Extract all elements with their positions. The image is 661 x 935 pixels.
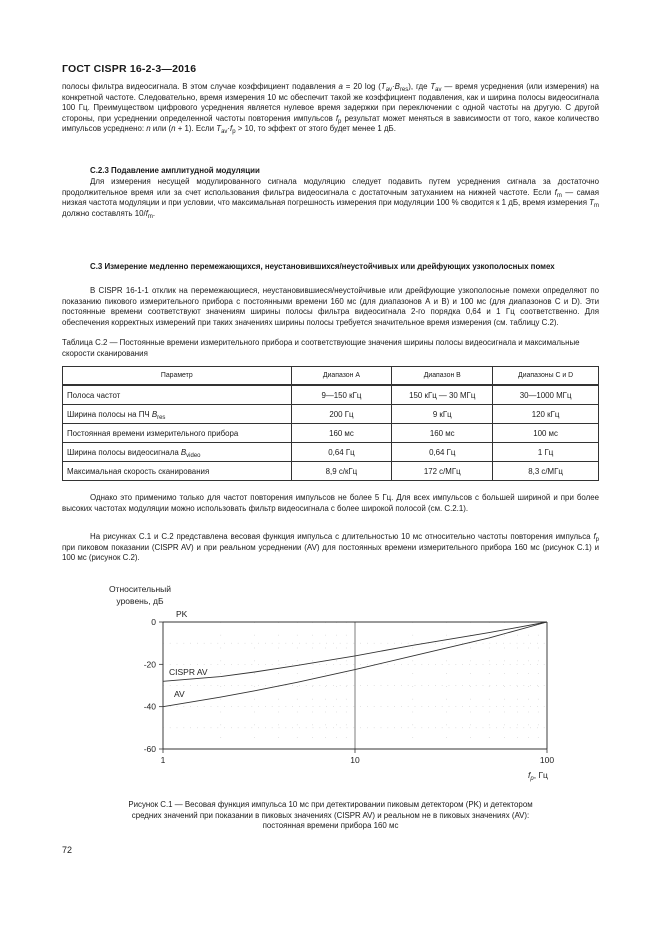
table-cell: Полоса частот bbox=[63, 385, 292, 405]
table-header-cell: Диапазон В bbox=[392, 367, 493, 386]
table-cell: 9 кГц bbox=[392, 405, 493, 424]
chart-axes bbox=[159, 622, 547, 753]
table-caption: Таблица С.2 — Постоянные времени измерительного прибора и соответствующие значения ширины полосы видеосигнала и максимальные скорости сканирования bbox=[62, 338, 580, 358]
paragraph-1: полосы фильтра видеосигнала. В этом случае коэффициент подавления a = 20 $\log (T_{av}\cdot B_{res})$, где $T_{av}$ — время усреднения (или измерения) на конкретной частоте. Следовательно, время измерения 10 мс обеспечит такой же коэффициент подавления, как и ширина полосы видеосигнала 100 Гц. Преимуществом цифрового усреднения является нулевое время задержки при переключении с одной частоты на другую. С другой стороны, при усреднении определенной частоты повторения импульсов $f_p$ результат может меняться в зависимости от того, какое количество импульсов усреднено: n или (n + 1). Если $T_{av}\cdot f_p > 10$, то эффект от этого будет менее 1 дБ. bbox=[62, 82, 600, 135]
x-tick-label: 1 bbox=[160, 755, 166, 765]
table-header-cell: Диапазон А bbox=[291, 367, 392, 386]
figure-caption-line: средних значений при показании в пиковых значениях (CISPR AV) и реальном не в пиковых значениях (AV): bbox=[131, 810, 530, 820]
y-axis-label: Относительный bbox=[108, 584, 172, 594]
y-tick-label: -60 bbox=[143, 744, 156, 754]
y-tick-label: -40 bbox=[143, 701, 156, 712]
table-cell: 1 Гц bbox=[493, 443, 599, 462]
chart-labels bbox=[109, 584, 554, 782]
table-cell: 30—1000 МГц bbox=[493, 385, 599, 405]
series-label-av: AV bbox=[174, 689, 185, 699]
x-tick-label: 100 bbox=[539, 755, 555, 765]
table-cell: 120 кГц bbox=[493, 405, 599, 424]
table-cell: 150 кГц — 30 МГц bbox=[392, 385, 493, 405]
figure-caption-line: Рисунок С.1 — Весовая функция импульса 10 мс при детектировании пиковым детектором (PK) и детектором bbox=[128, 800, 533, 809]
table-cell: Ширина полосы на ПЧ $B_{res}$ bbox=[63, 405, 292, 424]
table-cell: 160 мс bbox=[291, 424, 392, 443]
table-cell: 172 с/МГц bbox=[392, 462, 493, 481]
table-cell: 0,64 Гц bbox=[291, 443, 392, 462]
paragraph-3: В CISPR 16-1-1 отклик на перемежающиеся, неустановившиеся/неустойчивые или дрейфующие узкополосные помехи определяют по показанию пикового измерительного прибора с постоянными времени 160 мс (для диапазонов А и В) и 100 мс (для диапазонов С и D). Эти постоянные времени соответствуют значениям ширины полосы фильтра видеосигнала 2-го порядка 0,64 и 1 Гц соответственно. Для обеспечения корректных измерений при таких значениях ширины полосы требуется значительное время измерения (см. таблицу С.2). bbox=[62, 286, 599, 327]
chart-grid bbox=[163, 622, 547, 749]
y-tick-label: -20 bbox=[143, 659, 156, 670]
figure-caption bbox=[62, 800, 599, 832]
document-header: ГОСТ CISPR 16-2-3—2016 bbox=[62, 63, 197, 75]
table-cell: 8,9 с/кГц bbox=[291, 462, 392, 481]
table-cell: 160 мс bbox=[392, 424, 493, 443]
series-label-pk: PK bbox=[176, 609, 188, 619]
y-tick-label: 0 bbox=[151, 617, 156, 627]
table-cell: 0,64 Гц bbox=[392, 443, 493, 462]
section-heading-c23: С.2.3 Подавление амплитудной модуляции bbox=[90, 166, 260, 175]
table-cell: 9—150 кГц bbox=[291, 385, 392, 405]
x-axis-label: $f_p$, Гц bbox=[528, 770, 548, 782]
table-cell: 8,3 с/МГц bbox=[493, 462, 599, 481]
table-cell: Максимальная скорость сканирования bbox=[63, 462, 292, 481]
x-tick-label: 10 bbox=[350, 755, 360, 765]
page-number: 72 bbox=[62, 845, 73, 855]
paragraph-4: Однако это применимо только для частот повторения импульсов не более 5 Гц. Для всех импульсов с большей шириной и при более высоких частотах модуляции можно использовать фильтр видеосигнала с более широкой полосой (см. С.2.1). bbox=[62, 493, 599, 513]
table-cell: 100 мс bbox=[493, 424, 599, 443]
table-cell: Постоянная времени измерительного прибора bbox=[63, 424, 292, 443]
table-cell: 200 Гц bbox=[291, 405, 392, 424]
section-heading-c3: С.3 Измерение медленно перемежающихся, неустановившихся/неустойчивых или дрейфующих узкополосных помех bbox=[90, 262, 555, 271]
figure-caption-line: постоянная времени прибора 160 мс bbox=[262, 821, 399, 830]
y-axis-label: уровень, дБ bbox=[116, 596, 164, 606]
paragraph-2: Для измерения несущей модулированного сигнала модуляцию следует подавить путем усреднения сигнала за достаточно продолжительное время или за счет использования фильтра видеосигнала с достаточным затуханием на нижней частоте. Если $f_m$ — самая низкая частота модуляции и при условии, что максимальная погрешность измерения при модуляции 100 % сводится к 1 дБ, время измерения $T_m$ должно составлять $10/f_m$. bbox=[62, 177, 599, 220]
series-label-cispr-av: CISPR AV bbox=[169, 667, 208, 677]
paragraph-5: На рисунках С.1 и С.2 представлена весовая функция импульса с длительностью 10 мс относительно частоты повторения импульса $f_p$ при пиковом показании (CISPR AV) и при реальном усреднении (AV) для постоянных времени измерительного прибора 160 мс (рисунок С.1) и 100 мс (рисунок С.2). bbox=[62, 532, 599, 562]
table-header-cell: Параметр bbox=[63, 367, 292, 386]
table-cell: Ширина полосы видеосигнала $B_{video}$ bbox=[63, 443, 292, 462]
table-header-cell: Диапазоны С и D bbox=[493, 367, 599, 386]
